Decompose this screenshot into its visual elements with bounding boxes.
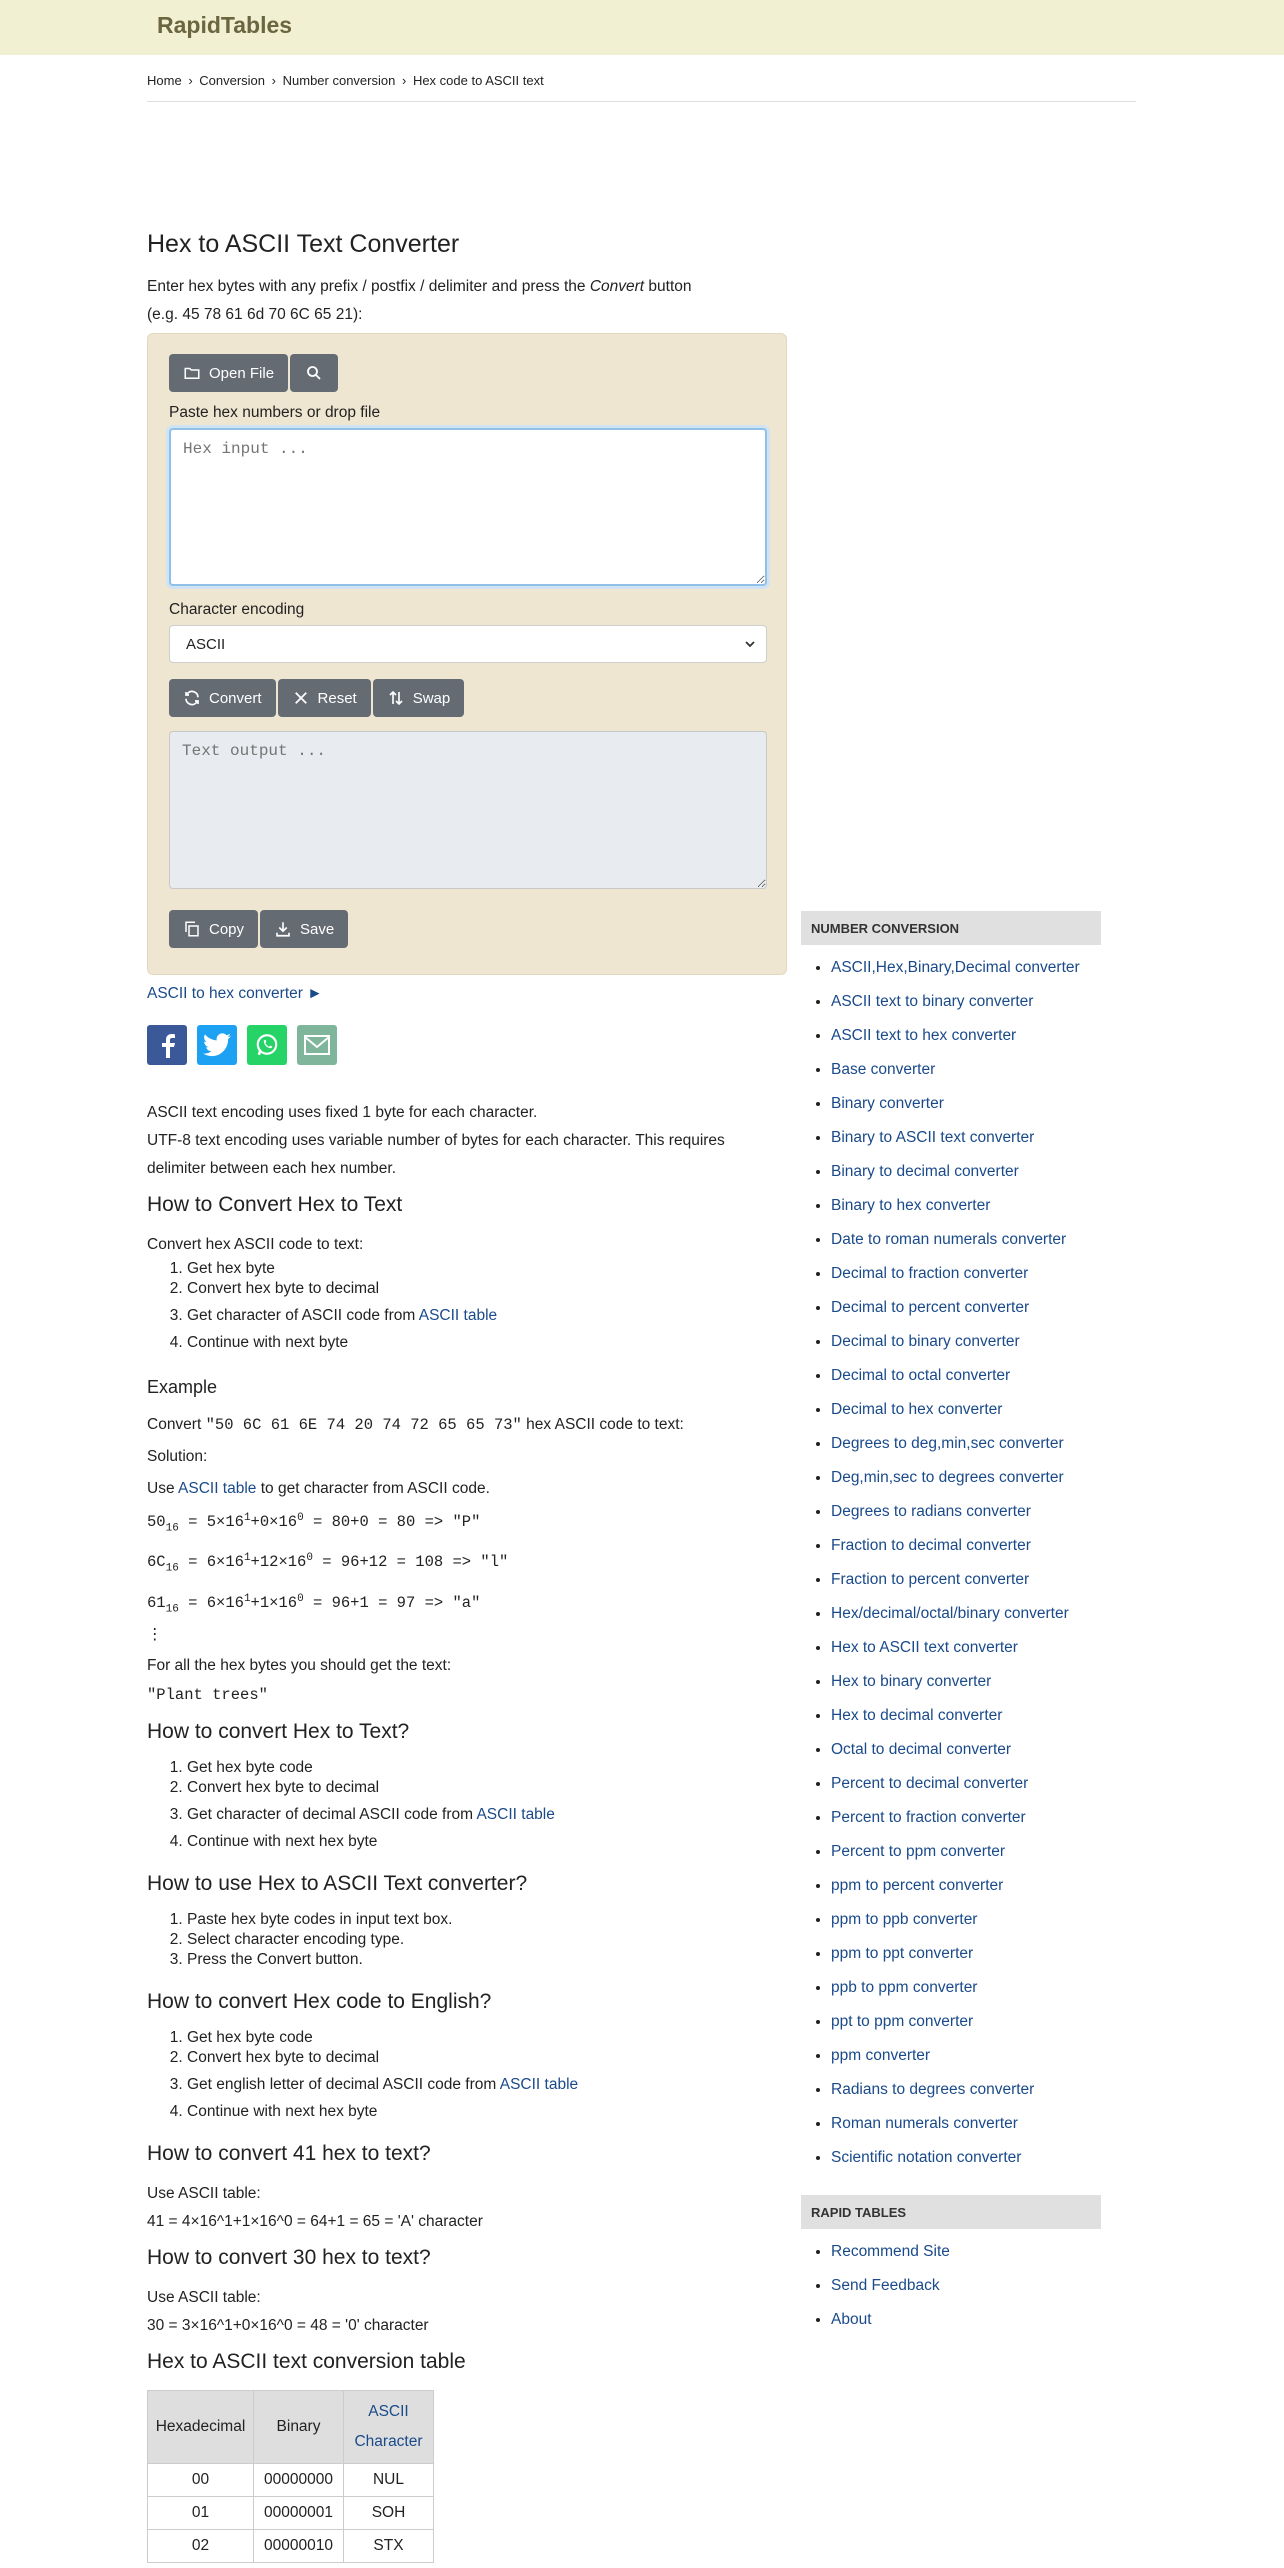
section-heading: How to convert Hex to Text? (147, 1719, 410, 1743)
list-item: 3. Get english letter of decimal ASCII code from ASCII table (187, 2068, 787, 2102)
ascii-table-link[interactable]: ASCII table (178, 1480, 257, 1497)
sidebar-link[interactable]: Fraction to decimal converter (831, 1537, 1031, 1554)
list-item: 1. Get hex byte code (187, 2028, 787, 2048)
sidebar-link[interactable]: Percent to fraction converter (831, 1809, 1026, 1826)
table-cell: 02 (148, 2529, 254, 2562)
sidebar-link[interactable]: Send Feedback (831, 2277, 940, 2294)
paragraph: Convert hex ASCII code to text: (147, 1236, 364, 1253)
equation: $6C_{16} = 6\times 16^1+12\times 16^0 = 96+12 = 108$ => "l" (147, 1552, 509, 1575)
sidebar-item (831, 2005, 1101, 2039)
sidebar-item (831, 2141, 1101, 2175)
steps-list (147, 1758, 787, 1852)
list-item: 1. Get hex byte code (187, 1758, 787, 1778)
sidebar-link[interactable]: ppm to ppb converter (831, 1911, 978, 1928)
section-heading: Hex to ASCII text conversion table (147, 2349, 466, 2373)
chevron-down-icon (744, 638, 756, 650)
table-header: Binary (254, 2390, 344, 2463)
sidebar-link[interactable]: Degrees to deg,min,sec converter (831, 1435, 1064, 1452)
steps-list (147, 1910, 787, 1970)
email-share-button[interactable] (297, 1025, 337, 1065)
sidebar-item (831, 1087, 1101, 1121)
sidebar-item (831, 1461, 1101, 1495)
table-cell: 01 (148, 2496, 254, 2529)
whatsapp-share-button[interactable] (247, 1025, 287, 1065)
list-item: 1. Paste hex byte codes in input text box. (187, 1910, 787, 1930)
sidebar-item (831, 1733, 1101, 1767)
sidebar-item (831, 1427, 1101, 1461)
breadcrumb-number-conversion[interactable]: Number conversion (282, 73, 396, 88)
sidebar-link[interactable]: Binary to decimal converter (831, 1163, 1019, 1180)
sidebar-item (831, 1903, 1101, 1937)
sidebar-item (831, 2073, 1101, 2107)
ascii-to-hex-link[interactable]: ASCII to hex converter ► (147, 985, 323, 1002)
sidebar-link[interactable]: Base converter (831, 1061, 936, 1078)
intro-text: Enter hex bytes with any prefix / postfix / delimiter and press the Convert button (147, 278, 692, 295)
table-cell: 00 (148, 2463, 254, 2496)
paragraph: Use ASCII table: (147, 2184, 261, 2202)
sidebar-link[interactable]: Percent to decimal converter (831, 1775, 1029, 1792)
sidebar-item (831, 2039, 1101, 2073)
sidebar-item (831, 1155, 1101, 1189)
sidebar-link[interactable]: Date to roman numerals converter (831, 1231, 1067, 1248)
sidebar-item (831, 1053, 1101, 1087)
sidebar-link[interactable]: ppm converter (831, 2047, 931, 2064)
sidebar-item (831, 1189, 1101, 1223)
sidebar-number-list (801, 951, 1101, 2175)
breadcrumb-separator: › (188, 73, 197, 88)
hex-input[interactable] (169, 428, 767, 586)
copy-icon (183, 920, 201, 938)
section-heading: How to convert 41 hex to text? (147, 2141, 431, 2165)
sidebar-link[interactable]: Hex/decimal/octal/binary converter (831, 1605, 1069, 1622)
sidebar-link[interactable]: Roman numerals converter (831, 2115, 1018, 2132)
ellipsis: ⋮ (147, 1625, 163, 1643)
breadcrumb-separator: › (401, 73, 407, 88)
sidebar-item (831, 1631, 1101, 1665)
paragraph: UTF-8 text encoding uses variable number of bytes for each character. This requires delimiter between each hex number. (147, 1132, 725, 1177)
reset-button[interactable]: Reset (278, 679, 371, 717)
section-heading: How to convert 30 hex to text? (147, 2245, 431, 2269)
sidebar-item (831, 1257, 1101, 1291)
sidebar-link[interactable]: ppt to ppm converter (831, 2013, 974, 2030)
sidebar-heading: NUMBER CONVERSION (801, 911, 1101, 945)
equation: $61_{16} = 6\times 16^1+1\times 16^0 = 96+1 = 97$ => "a" (147, 1592, 481, 1615)
close-icon (292, 689, 310, 707)
search-button[interactable] (290, 354, 338, 392)
table-row (148, 2496, 434, 2529)
twitter-icon (203, 1033, 231, 1057)
sidebar-link[interactable]: ASCII text to hex converter (831, 1027, 1017, 1044)
sidebar-link[interactable]: Scientific notation converter (831, 2149, 1022, 2166)
breadcrumb-divider (147, 101, 1136, 102)
ascii-table-link[interactable]: ASCII table (499, 2075, 579, 2093)
breadcrumb-home[interactable]: Home (147, 73, 182, 88)
table-row (148, 2463, 434, 2496)
sidebar-item (831, 985, 1101, 1019)
intro-example: (e.g. 45 78 61 6d 70 6C 65 21): (147, 306, 363, 323)
section-heading: Example (147, 1377, 218, 1397)
section-heading: How to use Hex to ASCII Text converter? (147, 1871, 528, 1895)
list-item: 2. Select character encoding type. (187, 1930, 787, 1950)
sidebar-link[interactable]: Hex to decimal converter (831, 1707, 1003, 1724)
sidebar-item (831, 1563, 1101, 1597)
sidebar-item (831, 1529, 1101, 1563)
sidebar-link[interactable]: ASCII,Hex,Binary,Decimal converter (831, 959, 1080, 976)
paragraph: Use ASCII table: (147, 2288, 261, 2306)
table-cell: 00000000 (254, 2463, 344, 2496)
sidebar-link[interactable]: ASCII text to binary converter (831, 993, 1034, 1010)
steps-list (147, 1259, 787, 1353)
section-heading: How to convert Hex code to English? (147, 1989, 492, 2013)
sidebar-item (831, 1699, 1101, 1733)
table-cell: SOH (344, 2496, 434, 2529)
whatsapp-icon (254, 1032, 280, 1058)
sidebar (801, 911, 1101, 2337)
sidebar-item (831, 1937, 1101, 1971)
sidebar-link[interactable]: Decimal to fraction converter (831, 1265, 1029, 1282)
sidebar-rapid-list (801, 2235, 1101, 2337)
sidebar-item (831, 1359, 1101, 1393)
sidebar-item (831, 1665, 1101, 1699)
paragraph: For all the hex bytes you should get the text: (147, 1656, 452, 1674)
open-file-button[interactable]: Open File (169, 354, 288, 392)
list-item: 2. Convert hex byte to decimal (187, 1778, 787, 1798)
sidebar-link[interactable]: ppm to ppt converter (831, 1945, 974, 1962)
list-item: 4. Continue with next hex byte (187, 1832, 787, 1852)
converter-panel (147, 333, 787, 975)
encoding-selected-value: ASCII (186, 635, 226, 653)
facebook-share-button[interactable] (147, 1025, 187, 1065)
sidebar-item (831, 2303, 1101, 2337)
sidebar-link[interactable]: Decimal to octal converter (831, 1367, 1011, 1384)
facebook-icon (156, 1032, 178, 1058)
convert-button[interactable]: Convert (169, 679, 276, 717)
table-header-row (148, 2390, 434, 2463)
sidebar-item (831, 1393, 1101, 1427)
result-text: "Plant trees" (147, 1685, 268, 1704)
sidebar-item (831, 1325, 1101, 1359)
sidebar-link[interactable]: Binary to hex converter (831, 1197, 991, 1214)
paragraph: 30 = 3×16^1+0×16^0 = 48 = '0' character (147, 2316, 429, 2334)
site-logo[interactable]: RapidTables (157, 12, 293, 38)
list-item: 1. Get hex byte (187, 1259, 787, 1279)
sidebar-link[interactable]: ppm to percent converter (831, 1877, 1004, 1894)
sidebar-link[interactable]: Radians to degrees converter (831, 2081, 1035, 2098)
sidebar-link[interactable]: Decimal to percent converter (831, 1299, 1030, 1316)
list-item: 3. Get character of ASCII code from ASCII table (187, 1299, 787, 1333)
download-icon (274, 920, 292, 938)
sidebar-heading: RAPID TABLES (801, 2195, 1101, 2229)
sidebar-link[interactable]: Hex to binary converter (831, 1673, 992, 1690)
sidebar-link[interactable]: Binary converter (831, 1095, 944, 1112)
article (147, 1099, 787, 2563)
sidebar-item (831, 1971, 1101, 2005)
swap-button[interactable]: Swap (373, 679, 465, 717)
folder-icon (183, 364, 201, 382)
sidebar-link[interactable]: About (831, 2311, 872, 2328)
encoding-select[interactable] (169, 625, 767, 663)
list-item: 3. Get character of decimal ASCII code from ASCII table (187, 1798, 787, 1832)
sidebar-link[interactable]: Decimal to binary converter (831, 1333, 1020, 1350)
sidebar-item (831, 1767, 1101, 1801)
ascii-table-link[interactable]: ASCII table (418, 1307, 498, 1324)
breadcrumb-separator: › (271, 73, 276, 88)
breadcrumb-conversion[interactable]: Conversion (199, 73, 266, 88)
paragraph: Solution: (147, 1448, 208, 1465)
sidebar-link[interactable]: Degrees to radians converter (831, 1503, 1031, 1520)
table-cell: 00000001 (254, 2496, 344, 2529)
sidebar-item (831, 1223, 1101, 1257)
list-item: 3. Press the Convert button. (187, 1950, 787, 1970)
sidebar-link[interactable]: Binary to ASCII text converter (831, 1129, 1035, 1146)
conversion-table (147, 2390, 434, 2563)
table-header: Hexadecimal (148, 2390, 254, 2463)
paragraph: 41 = 4×16^1+1×16^0 = 64+1 = 65 = 'A' character (147, 2212, 483, 2230)
sidebar-item (831, 1835, 1101, 1869)
share-buttons (147, 1025, 787, 1065)
equation: $50_{16} = 5\times 16^1+0\times 16^0 = 80+0 = 80$ => "P" (147, 1512, 481, 1535)
sidebar-link[interactable]: Fraction to percent converter (831, 1571, 1030, 1588)
table-cell: STX (344, 2529, 434, 2562)
list-item: 2. Convert hex byte to decimal (187, 2048, 787, 2068)
sidebar-item (831, 1495, 1101, 1529)
paragraph: ASCII text encoding uses fixed 1 byte for each character. (147, 1104, 538, 1121)
sidebar-link[interactable]: Deg,min,sec to degrees converter (831, 1469, 1064, 1486)
search-icon (305, 364, 323, 382)
table-cell: 00000010 (254, 2529, 344, 2562)
sidebar-link[interactable]: Percent to ppm converter (831, 1843, 1006, 1860)
swap-icon (387, 689, 405, 707)
list-item: 4. Continue with next hex byte (187, 2102, 787, 2122)
save-button[interactable]: Save (260, 910, 348, 948)
paste-label: Paste hex numbers or drop file (169, 404, 381, 421)
sidebar-link[interactable]: Octal to decimal converter (831, 1741, 1012, 1758)
sidebar-link[interactable]: ppb to ppm converter (831, 1979, 978, 1996)
paragraph: Convert "50 6C 61 6E 74 20 74 72 65 65 73" hex ASCII code to text: (147, 1416, 684, 1434)
twitter-share-button[interactable] (197, 1025, 237, 1065)
encoding-label: Character encoding (169, 601, 305, 618)
paragraph: Use ASCII table to get character from ASCII code. (147, 1480, 490, 1497)
sidebar-link[interactable]: Decimal to hex converter (831, 1401, 1003, 1418)
sidebar-item (831, 2269, 1101, 2303)
sidebar-item (831, 1121, 1101, 1155)
table-cell: NUL (344, 2463, 434, 2496)
sidebar-item (831, 951, 1101, 985)
section-heading: How to Convert Hex to Text (147, 1193, 403, 1216)
text-output[interactable] (169, 731, 767, 889)
table-row (148, 2529, 434, 2562)
sidebar-item (831, 2235, 1101, 2269)
sidebar-item (831, 1869, 1101, 1903)
email-icon (304, 1035, 330, 1055)
sidebar-item (831, 1291, 1101, 1325)
steps-list (147, 2028, 787, 2122)
breadcrumb (147, 73, 547, 88)
sidebar-item (831, 1801, 1101, 1835)
sidebar-link[interactable]: Recommend Site (831, 2243, 950, 2260)
sidebar-item (831, 2107, 1101, 2141)
list-item: 2. Convert hex byte to decimal (187, 1279, 787, 1299)
list-item: 4. Continue with next byte (187, 1333, 787, 1353)
sidebar-link[interactable]: Hex to ASCII text converter (831, 1639, 1018, 1656)
ascii-table-link[interactable]: ASCII table (476, 1805, 555, 1823)
sidebar-item (831, 1019, 1101, 1053)
site-header (0, 0, 1284, 55)
refresh-icon (183, 689, 201, 707)
main-content (147, 230, 787, 2563)
table-header[interactable]: ASCII Character (344, 2390, 434, 2463)
page-title: Hex to ASCII Text Converter (147, 230, 460, 258)
copy-button[interactable]: Copy (169, 910, 258, 948)
breadcrumb-current: Hex code to ASCII text (412, 73, 544, 88)
sidebar-item (831, 1597, 1101, 1631)
